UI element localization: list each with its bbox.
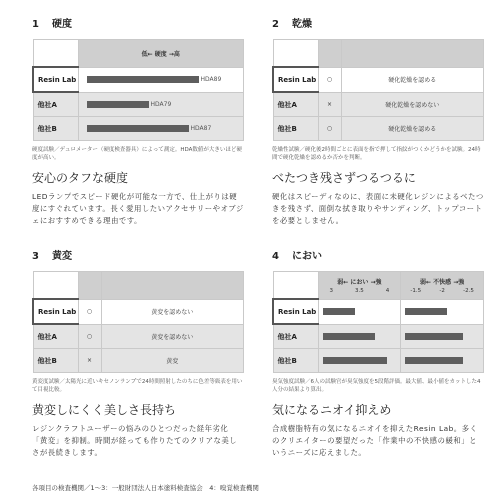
test-note: 乾燥性試験／硬化後2時間ごとに表面を指で押して指紋がつくかどうかを試験。24時間で硬化乾燥を認めるか否かを判断。: [272, 147, 481, 161]
odor-table: [272, 271, 484, 373]
feature-description: LEDランプでスピード硬化が可能な一方で、仕上がりは硬度にすぐれています。長く愛用したいアクセサリーやオブジェにおすすめできる理由です。: [32, 192, 244, 225]
result-text: 硬化乾燥を認める: [341, 117, 484, 141]
hardness-value: HDA89: [200, 76, 222, 83]
row-label: Resin Lab: [33, 67, 78, 92]
drying-section: [272, 18, 484, 227]
drying-heading: [272, 18, 484, 32]
row-label: 他社B: [273, 349, 318, 373]
result-text: 硬化乾燥を認めない: [341, 92, 484, 117]
drying-table: [272, 39, 484, 141]
tick-label: 3.5: [355, 287, 364, 294]
feature-description: 合成樹脂特有の気になるニオイを抑えたResin Lab。多くのクリエイターの要望だった「作業中の不快感の緩和」というニーズに応えました。: [272, 424, 478, 457]
yellowing-table: [32, 271, 244, 373]
feature-title: べたつき残さずつるつるに: [272, 171, 416, 185]
odor-discomfort-header: 弱← 不快感 →強: [420, 278, 465, 286]
feature-description: レジンクラフトユーザーの悩みのひとつだった経年劣化「黄変」を抑制。時間が経っても作りたてのクリアな美しさが長続きします。: [32, 424, 238, 457]
section-title: 黄変: [52, 251, 72, 262]
odor-heading: [272, 250, 484, 264]
section-title: におい: [292, 251, 322, 262]
section-title: 乾燥: [292, 19, 312, 30]
test-note: 黄変度試験／太陽光に近いキセノンランプで24時間照射したのちに色差等級表を用いて目視比較。: [32, 379, 243, 393]
feature-description: 硬化はスピーディなのに、表面に未硬化レジンによるべたつきを残さず、面倒な拭き取りやサンディング、トップコートを必要としません。: [272, 192, 484, 225]
odor-intensity-header: 弱← におい →強: [337, 278, 382, 286]
row-label: 他社A: [273, 92, 318, 117]
odor-discomfort-bar: [405, 333, 463, 340]
row-label: Resin Lab: [273, 67, 318, 92]
hardness-scale-header: 低← 硬度 →高: [78, 40, 244, 68]
tick-label: -1.5: [410, 287, 422, 294]
test-note: 臭気強度試験／6人の試験官が臭気強度を5段階評価。最大値、最小値をカットした4人分の結果より算出。: [272, 379, 481, 393]
result-symbol: ×: [318, 92, 341, 117]
odor-intensity-bar: [323, 357, 387, 364]
odor-discomfort-bar: [405, 357, 463, 364]
test-note: 硬度試験／デュロメーター（硬度検査器具）によって測定。HDA数値が大きいほど硬度が高い。: [32, 147, 242, 161]
odor-discomfort-bar: [405, 308, 447, 315]
row-label: 他社A: [33, 324, 78, 349]
result-symbol: ○: [318, 117, 341, 141]
section-title: 硬度: [52, 19, 72, 30]
hardness-value: HDA79: [150, 100, 172, 108]
hardness-bar: [87, 125, 189, 132]
odor-section: [272, 250, 484, 459]
section-number: 2: [272, 19, 279, 30]
row-label: Resin Lab: [273, 299, 318, 324]
tick-label: 4: [385, 287, 390, 294]
result-text: 黄変: [101, 349, 244, 373]
odor-intensity-ticks: [319, 288, 401, 294]
tick-label: 3: [329, 287, 333, 294]
row-label: 他社B: [273, 117, 318, 141]
result-text: 硬化乾燥を認める: [341, 67, 484, 92]
hardness-heading: [32, 18, 244, 32]
hardness-bar: [87, 76, 199, 83]
result-text: 黄変を認めない: [101, 299, 244, 324]
result-symbol: ×: [78, 349, 101, 373]
feature-title: 気になるニオイ抑えめ: [272, 403, 392, 417]
result-text: 黄変を認めない: [101, 324, 244, 349]
section-number: 4: [272, 251, 279, 262]
tick-label: -2: [439, 287, 445, 294]
yellowing-heading: [32, 250, 244, 264]
row-label: 他社B: [33, 349, 78, 373]
hardness-value: HDA87: [190, 125, 212, 132]
yellowing-section: [32, 250, 244, 459]
hardness-table: [32, 39, 244, 141]
feature-title: 黄変しにくく美しさ長持ち: [32, 403, 177, 417]
hardness-section: [32, 18, 244, 227]
section-number: 3: [32, 251, 39, 262]
result-symbol: ○: [78, 324, 101, 349]
hardness-bar: [87, 101, 149, 108]
row-label: 他社A: [273, 324, 318, 349]
footer-note: 各項目の検査機関／1～3：一般財団法人日本塗料検査協会 4：嗅覚検査機関: [32, 484, 259, 492]
feature-title: 安心のタフな硬度: [32, 171, 129, 185]
section-number: 1: [32, 19, 39, 30]
odor-intensity-bar: [323, 308, 355, 315]
tick-label: -2.5: [463, 287, 474, 294]
row-label: Resin Lab: [33, 299, 78, 324]
odor-discomfort-ticks: [401, 288, 483, 294]
result-symbol: ○: [78, 299, 101, 324]
row-label: 他社A: [33, 92, 78, 117]
row-label: 他社B: [33, 117, 78, 141]
odor-intensity-bar: [323, 333, 375, 340]
result-symbol: ○: [318, 67, 341, 92]
